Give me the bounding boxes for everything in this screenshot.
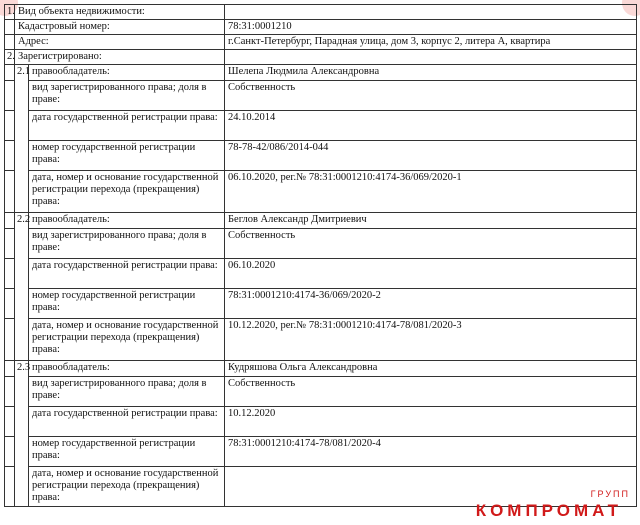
transfer-label: дата, номер и основание государственной регистрации перехода (прекращения) права:	[29, 467, 225, 507]
reg-date-value: 06.10.2020	[225, 259, 637, 289]
row-number: 2.	[5, 50, 15, 65]
right-type-value: Собственность	[225, 377, 637, 407]
watermark-small-text: ГРУПП	[590, 489, 630, 499]
reg-number-row	[5, 437, 637, 467]
transfer-value: 06.10.2020, рег.№ 78:31:0001210:4174-36/069/2020-1	[225, 171, 637, 213]
row-address	[5, 35, 637, 50]
right-type-value: Собственность	[225, 229, 637, 259]
row-registered	[5, 50, 637, 65]
holder-row	[5, 65, 637, 81]
registered-label: Зарегистрировано:	[15, 50, 225, 65]
address-label: Адрес:	[15, 35, 225, 50]
right-type-value: Собственность	[225, 81, 637, 111]
row-number: 1.	[5, 5, 15, 20]
reg-date-label: дата государственной регистрации права:	[29, 111, 225, 141]
transfer-row	[5, 319, 637, 361]
reg-number-row	[5, 141, 637, 171]
reg-date-value: 24.10.2014	[225, 111, 637, 141]
transfer-label: дата, номер и основание государственной регистрации перехода (прекращения) права:	[29, 319, 225, 361]
reg-number-label: номер государственной регистрации права:	[29, 289, 225, 319]
cadastral-value: 78:31:0001210	[225, 20, 637, 35]
holder-value: Беглов Александр Дмитриевич	[225, 213, 637, 229]
holder-row	[5, 213, 637, 229]
transfer-value: 10.12.2020, рег.№ 78:31:0001210:4174-78/081/2020-3	[225, 319, 637, 361]
kompromat-watermark	[472, 489, 632, 521]
reg-date-label: дата государственной регистрации права:	[29, 407, 225, 437]
registry-table	[4, 4, 637, 507]
right-type-label: вид зарегистрированного права; доля в праве:	[29, 81, 225, 111]
holder-value: Шелепа Людмила Александровна	[225, 65, 637, 81]
reg-date-row	[5, 111, 637, 141]
row-cadastral	[5, 20, 637, 35]
holder-number: 2.2	[15, 213, 29, 361]
object-type-value	[225, 5, 637, 20]
reg-number-value: 78-78-42/086/2014-044	[225, 141, 637, 171]
right-type-row	[5, 377, 637, 407]
right-type-label: вид зарегистрированного права; доля в праве:	[29, 377, 225, 407]
holder-label: правообладатель:	[29, 213, 225, 229]
row-object-type	[5, 5, 637, 20]
reg-number-value: 78:31:0001210:4174-78/081/2020-4	[225, 437, 637, 467]
address-text: г.Санкт-Петербург, Парадная улица, дом 3, корпус 2, литера А, квартира	[228, 36, 551, 47]
holder-number: 2.1	[15, 65, 29, 213]
reg-date-value: 10.12.2020	[225, 407, 637, 437]
reg-number-value: 78:31:0001210:4174-36/069/2020-2	[225, 289, 637, 319]
right-type-row	[5, 81, 637, 111]
reg-date-label: дата государственной регистрации права:	[29, 259, 225, 289]
reg-date-row	[5, 407, 637, 437]
registry-extract-document	[4, 4, 636, 507]
holder-value: Кудряшова Ольга Александровна	[225, 361, 637, 377]
cadastral-label: Кадастровый номер:	[15, 20, 225, 35]
transfer-row	[5, 171, 637, 213]
holder-number: 2.3	[15, 361, 29, 507]
address-value	[225, 35, 637, 50]
reg-number-label: номер государственной регистрации права:	[29, 437, 225, 467]
right-type-row	[5, 229, 637, 259]
reg-number-label: номер государственной регистрации права:	[29, 141, 225, 171]
holder-label: правообладатель:	[29, 361, 225, 377]
transfer-label: дата, номер и основание государственной регистрации перехода (прекращения) права:	[29, 171, 225, 213]
holder-label: правообладатель:	[29, 65, 225, 81]
holder-row	[5, 361, 637, 377]
watermark-big-text: КОМПРОМАТ	[475, 501, 622, 520]
reg-number-row	[5, 289, 637, 319]
object-type-label: Вид объекта недвижимости:	[15, 5, 225, 20]
right-type-label: вид зарегистрированного права; доля в праве:	[29, 229, 225, 259]
reg-date-row	[5, 259, 637, 289]
